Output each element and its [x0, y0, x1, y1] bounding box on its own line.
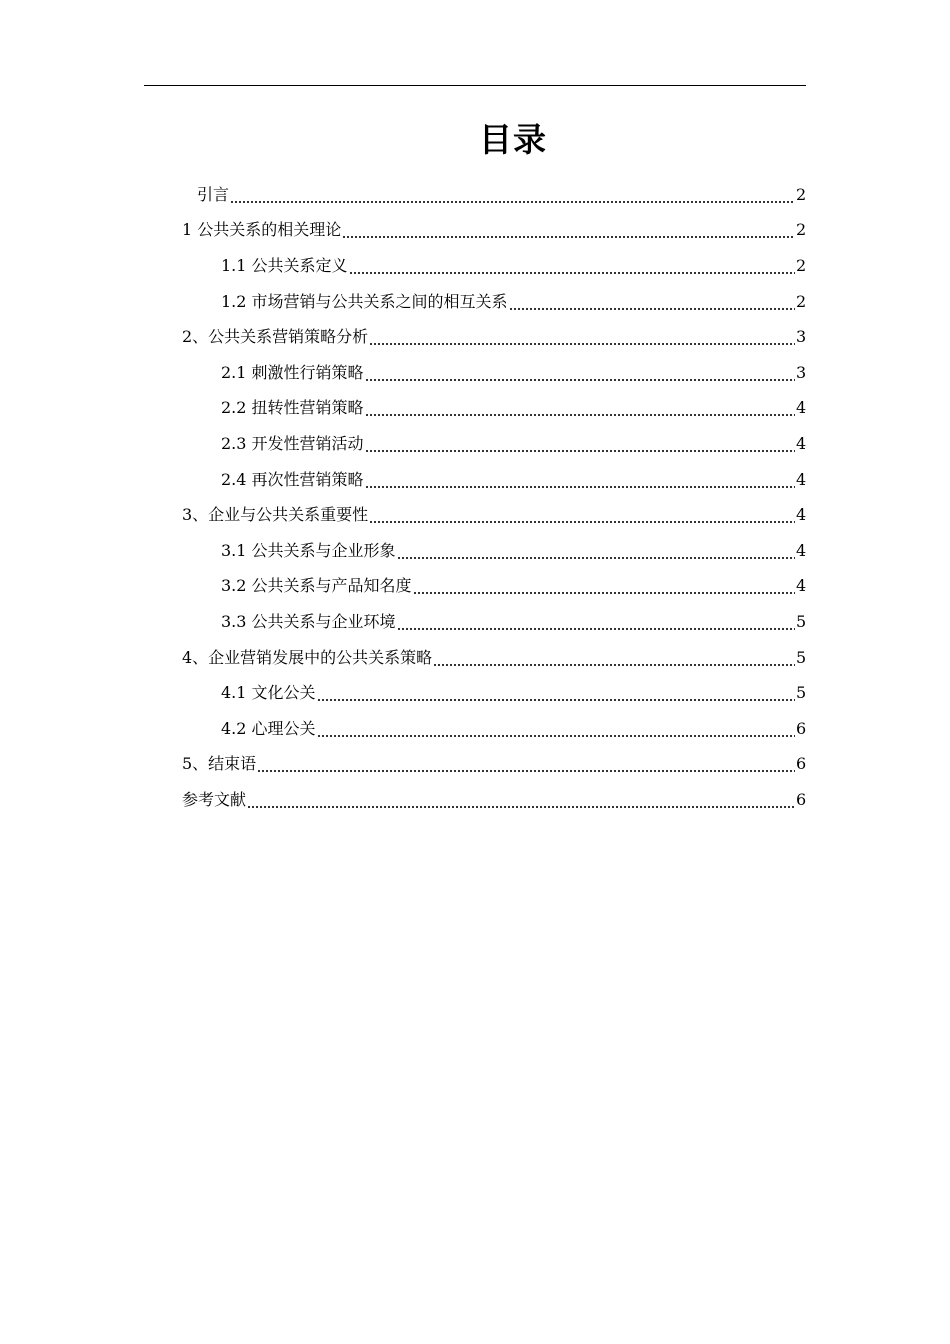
- dot-leader: [433, 648, 795, 668]
- dot-leader: [397, 541, 795, 561]
- toc-entry[interactable]: [0, 782, 950, 818]
- toc-entry-title: 2.1 刺激性行销策略: [221, 362, 364, 382]
- toc-entry-title: 4.2 心理公关: [221, 718, 316, 738]
- toc-entry-page-number: 2: [796, 255, 807, 275]
- toc-entry-title: 1.1 公共关系定义: [221, 255, 348, 275]
- toc-entry-page-number: 6: [796, 789, 807, 809]
- toc-entry[interactable]: [0, 711, 950, 747]
- dot-leader: [413, 576, 795, 596]
- toc-entry-page-number: 4: [796, 433, 807, 453]
- dot-leader: [369, 505, 795, 525]
- toc-entry-page-number: 4: [796, 540, 807, 560]
- dot-leader: [349, 256, 795, 276]
- toc-entry-page-number: 6: [796, 754, 807, 774]
- toc-entry-title: 4.1 文化公关: [221, 683, 316, 703]
- header-rule: [144, 85, 806, 86]
- toc-entry-title: 3.1 公共关系与企业形象: [221, 540, 396, 560]
- toc-entry-title: 3.3 公共关系与企业环境: [221, 611, 396, 631]
- toc-entry[interactable]: [0, 319, 950, 355]
- toc-entry-page-number: 2: [796, 291, 807, 311]
- toc-entry[interactable]: [0, 747, 950, 783]
- dot-leader: [230, 185, 795, 205]
- dot-leader: [342, 220, 795, 240]
- dot-leader: [365, 470, 795, 490]
- toc-entry-title: 2.3 开发性营销活动: [221, 433, 364, 453]
- toc-entry-page-number: 6: [796, 718, 807, 738]
- toc-entry[interactable]: [0, 497, 950, 533]
- toc-entry[interactable]: [0, 391, 950, 427]
- toc-entry[interactable]: [0, 426, 950, 462]
- toc-entry-title: 3、企业与公共关系重要性: [182, 505, 369, 525]
- dot-leader: [369, 327, 795, 347]
- toc-entry-title: 参考文献: [182, 789, 247, 809]
- toc-entry[interactable]: [0, 462, 950, 498]
- dot-leader: [317, 719, 795, 739]
- toc-entry[interactable]: [0, 640, 950, 676]
- dot-leader: [317, 683, 795, 703]
- dot-leader: [365, 434, 795, 454]
- toc-entry[interactable]: [0, 284, 950, 320]
- toc-entry-page-number: 4: [796, 505, 807, 525]
- toc-entry-page-number: 5: [796, 683, 807, 703]
- toc-entry[interactable]: [0, 213, 950, 249]
- toc-entry-page-number: 2: [796, 220, 807, 240]
- toc-entry-title: 3.2 公共关系与产品知名度: [221, 576, 412, 596]
- page-title: 目录: [479, 120, 547, 159]
- toc-entry[interactable]: [0, 355, 950, 391]
- toc-entry[interactable]: [0, 675, 950, 711]
- toc-entry-page-number: 4: [796, 576, 807, 596]
- toc-entry-title: 2.2 扭转性营销策略: [221, 398, 364, 418]
- dot-leader: [257, 754, 795, 774]
- toc-entry-title: 2.4 再次性营销策略: [221, 469, 364, 489]
- dot-leader: [509, 292, 795, 312]
- toc-entry-page-number: 5: [796, 611, 807, 631]
- toc-entry-page-number: 2: [796, 184, 807, 204]
- toc-entry-title: 2、公共关系营销策略分析: [182, 327, 369, 347]
- toc-entry[interactable]: [0, 569, 950, 605]
- toc-entry-page-number: 3: [796, 362, 807, 382]
- toc-entry[interactable]: [0, 177, 950, 213]
- dot-leader: [247, 790, 795, 810]
- toc-entry-title: 1 公共关系的相关理论: [182, 220, 342, 240]
- dot-leader: [365, 398, 795, 418]
- toc-entry[interactable]: [0, 248, 950, 284]
- dot-leader: [397, 612, 795, 632]
- dot-leader: [365, 363, 795, 383]
- toc-entry-page-number: 4: [796, 398, 807, 418]
- toc-entry-title: 5、结束语: [182, 754, 257, 774]
- toc-entry-page-number: 3: [796, 327, 807, 347]
- toc-entry-page-number: 5: [796, 647, 807, 667]
- toc-entry-page-number: 4: [796, 469, 807, 489]
- toc-list: [0, 177, 950, 818]
- toc-entry-title: 4、企业营销发展中的公共关系策略: [182, 647, 433, 667]
- toc-entry-title: 引言: [197, 184, 230, 204]
- toc-entry[interactable]: [0, 604, 950, 640]
- toc-entry-title: 1.2 市场营销与公共关系之间的相互关系: [221, 291, 508, 311]
- toc-entry[interactable]: [0, 533, 950, 569]
